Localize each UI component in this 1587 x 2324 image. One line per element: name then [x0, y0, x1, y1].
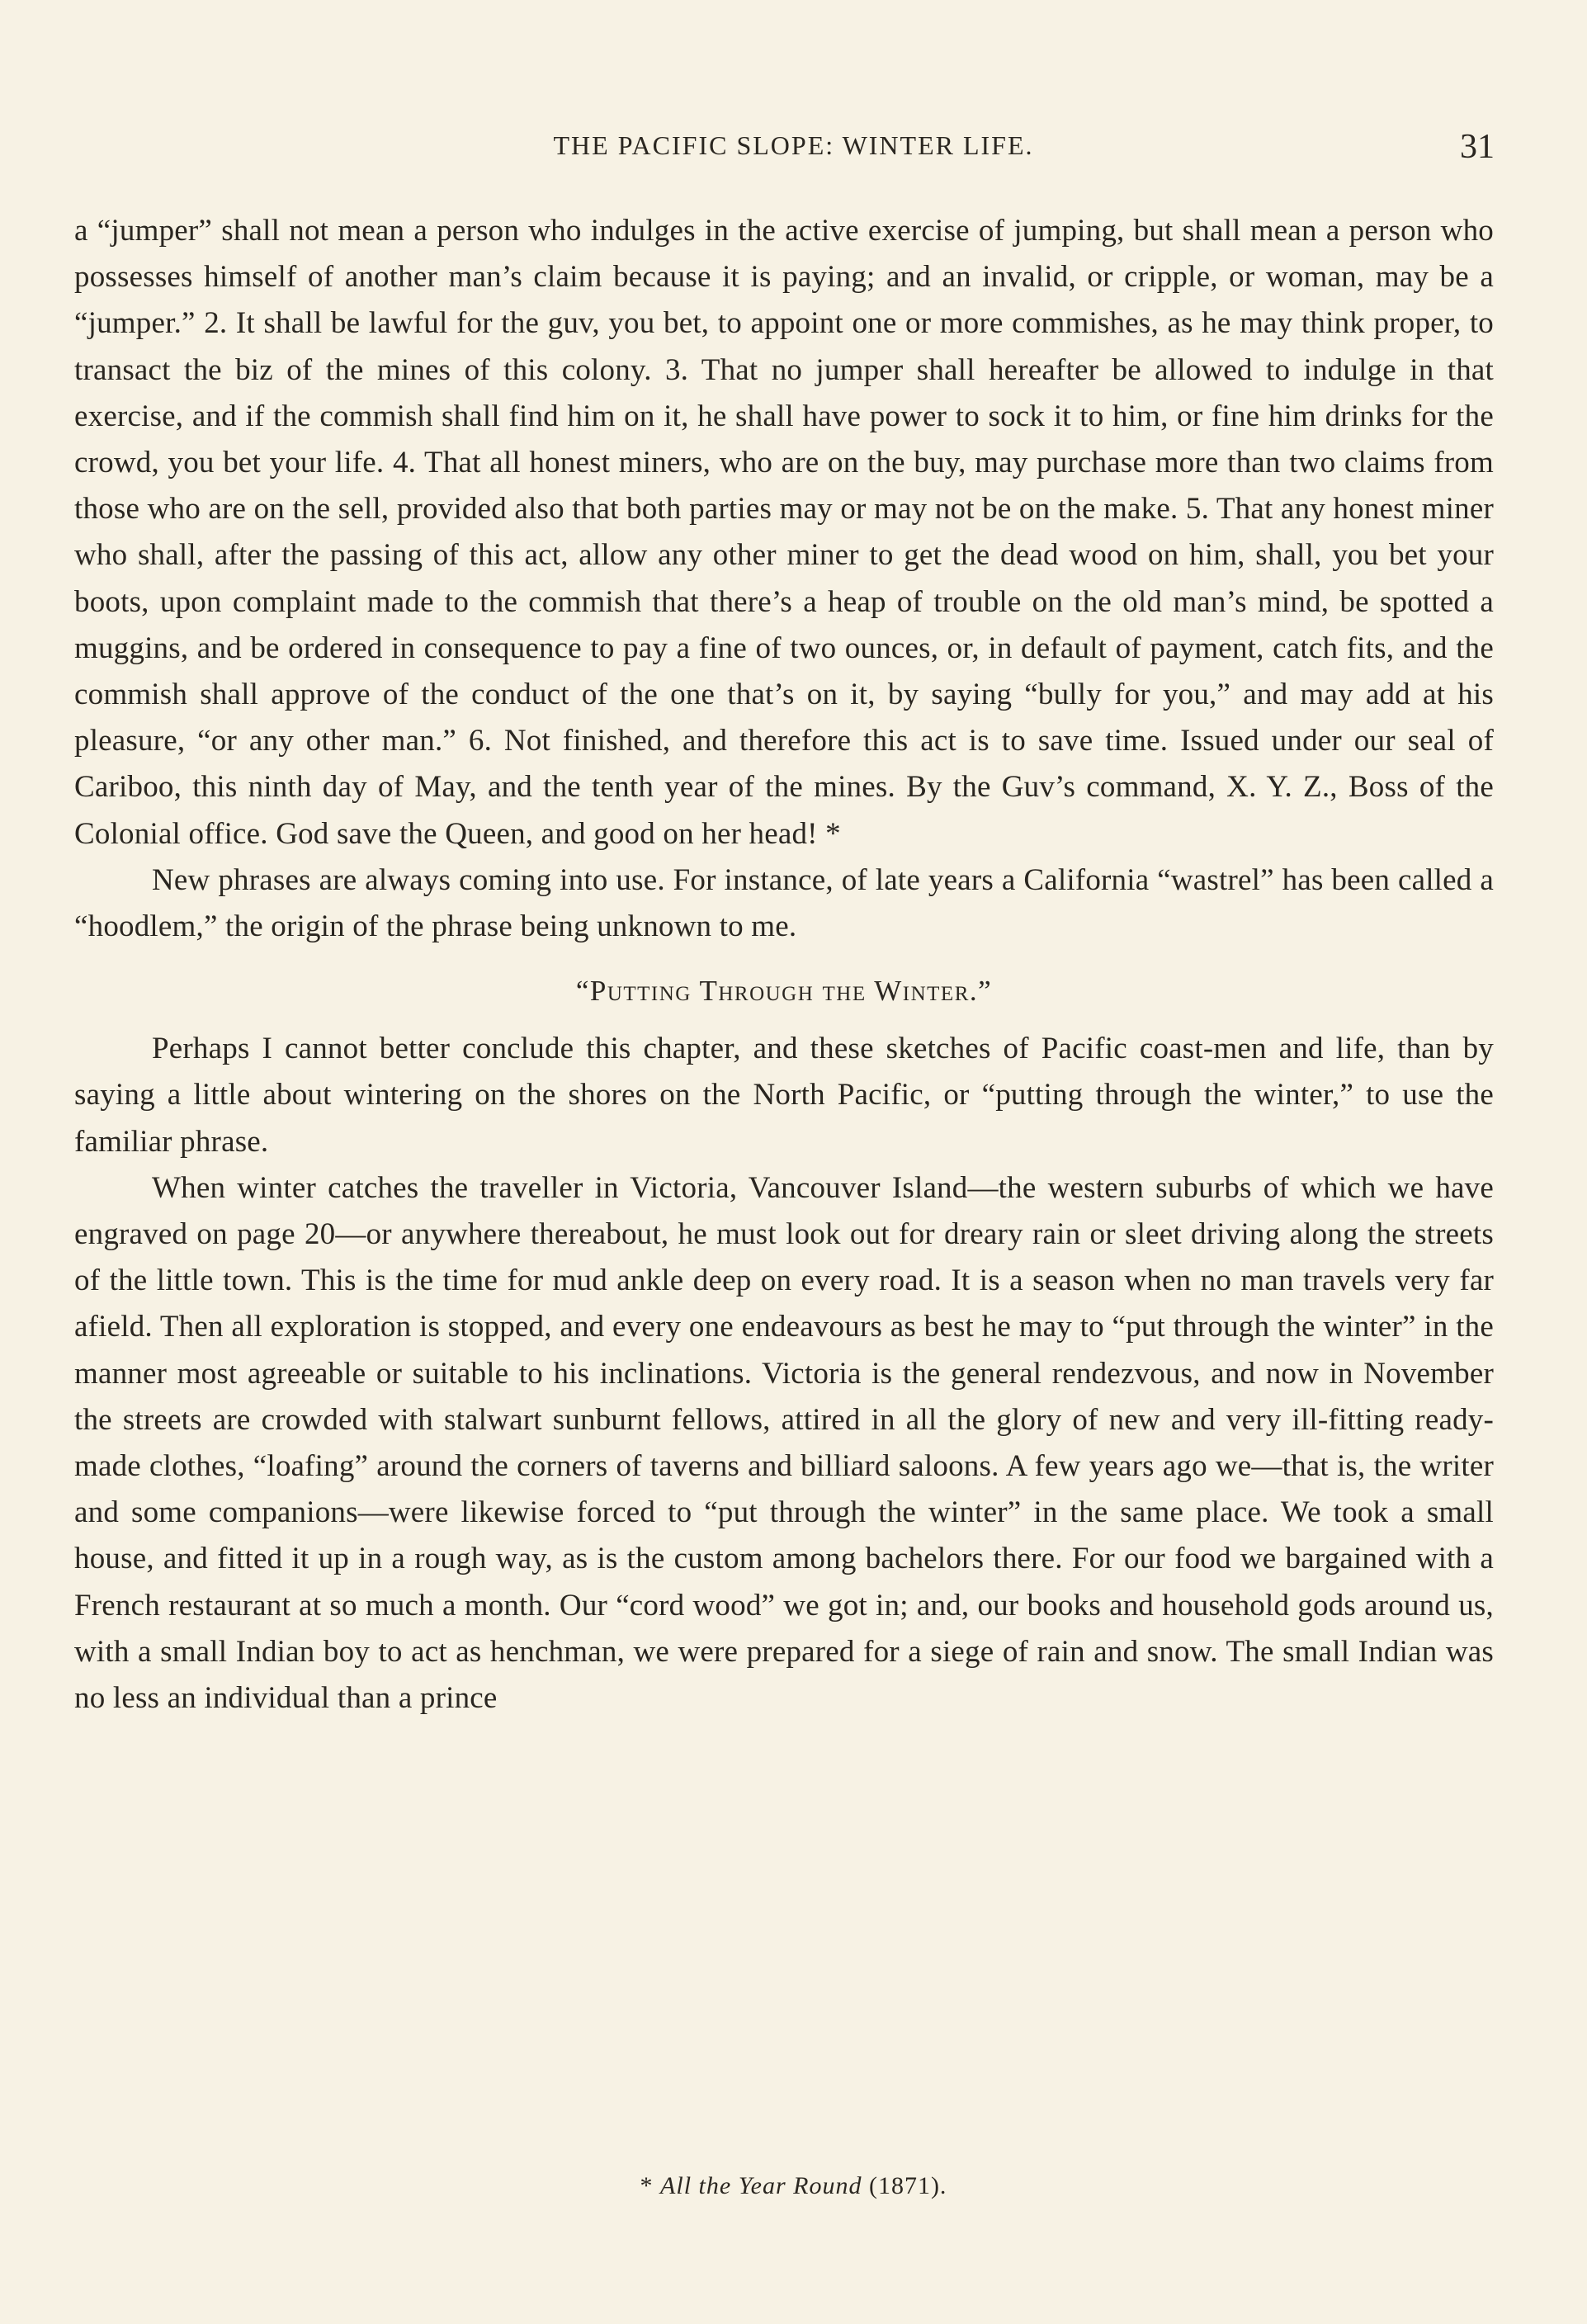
footnote-year: (1871). — [868, 2172, 947, 2199]
running-title: THE PACIFIC SLOPE: WINTER LIFE. — [553, 130, 1034, 160]
running-head — [0, 130, 1587, 172]
paragraph-winter-victoria: When winter catches the traveller in Victoria, Vancouver Island—the western suburbs of which we have engraved on page 20—or anywhere thereabout, he must look out for dreary rain or sleet driving along the streets of the little town. This is the time for mud ankle deep on every road. It is a season when no man travels very far afield. Then all exploration is stopped, and every one endeavours as best he may to “put through the winter” in the manner most agreeable or suitable to his inclinations. Victoria is the general rendezvous, and now in November the streets are crowded with stalwart sunburnt fellows, attired in all the glory of new and very ill-fitting ready-made clothes, “loafing” around the corners of taverns and billiard saloons. A few years ago we—that is, the writer and some companions—were likewise forced to “put through the winter” in the same place. We took a small house, and fitted it up in a rough way, as is the custom among bachelors there. For our food we bargained with a French restaurant at so much a month. Our “cord wood” we got in; and, our books and household gods around us, with a small Indian boy to act as henchman, we were prepared for a siege of rain and snow. The small Indian was no less an individual than a prince — [74, 1170, 1494, 1716]
footnote — [0, 2172, 1587, 2200]
paragraph-conclude-chapter: Perhaps I cannot better conclude this chapter, and these sketches of Pacific coast-men and life, than by saying a little about wintering on the shores on the North Pacific, or “putting through the winter,” to use the familiar phrase. — [74, 1032, 1494, 1159]
body-text — [74, 208, 1494, 1722]
paragraph-act-continued: a “jumper” shall not mean a person who indulges in the active exercise of jumping, but shall mean a person who possesses himself of another man’s claim because it is paying; and an invalid, or cripple, or woman, may be a “jumper.” 2. It shall be lawful for the guv, you bet, to appoint one or more commishes, as he may think proper, to transact the biz of the mines of this colony. 3. That no jumper shall hereafter be allowed to indulge in that exercise, and if the commish shall find him on it, he shall have power to sock it to him, or fine him drinks for the crowd, you bet your life. 4. That all honest miners, who are on the buy, may purchase more than two claims from those who are on the sell, provided also that both parties may or may not be on the make. 5. That any honest miner who shall, after the passing of this act, allow any other miner to get the dead wood on him, shall, you bet your boots, upon complaint made to the commish that there’s a heap of trouble on the old man’s mind, be spotted a muggins, and be ordered in consequence to pay a fine of two ounces, or, in default of payment, catch fits, and the commish shall approve of the conduct of the one that’s on it, by saying “bully for you,” and may add at his pleasure, “or any other man.” 6. Not finished, and therefore this act is to save time. Issued under our seal of Cariboo, this ninth day of May, and the tenth year of the mines. By the Guv’s command, X. Y. Z., Boss of the Colonial office. God save the Queen, and good on her head! * — [74, 214, 1494, 851]
footnote-title: All the Year Round — [660, 2172, 862, 2199]
footnote-marker: * — [640, 2172, 654, 2199]
paragraph-new-phrases: New phrases are always coming into use. For instance, of late years a California “wastrel” has been called a “hoodlem,” the origin of the phrase being unknown to me. — [74, 862, 1494, 944]
section-heading: “Putting Through the Winter.” — [575, 975, 993, 1008]
page-number: 31 — [1460, 128, 1495, 166]
